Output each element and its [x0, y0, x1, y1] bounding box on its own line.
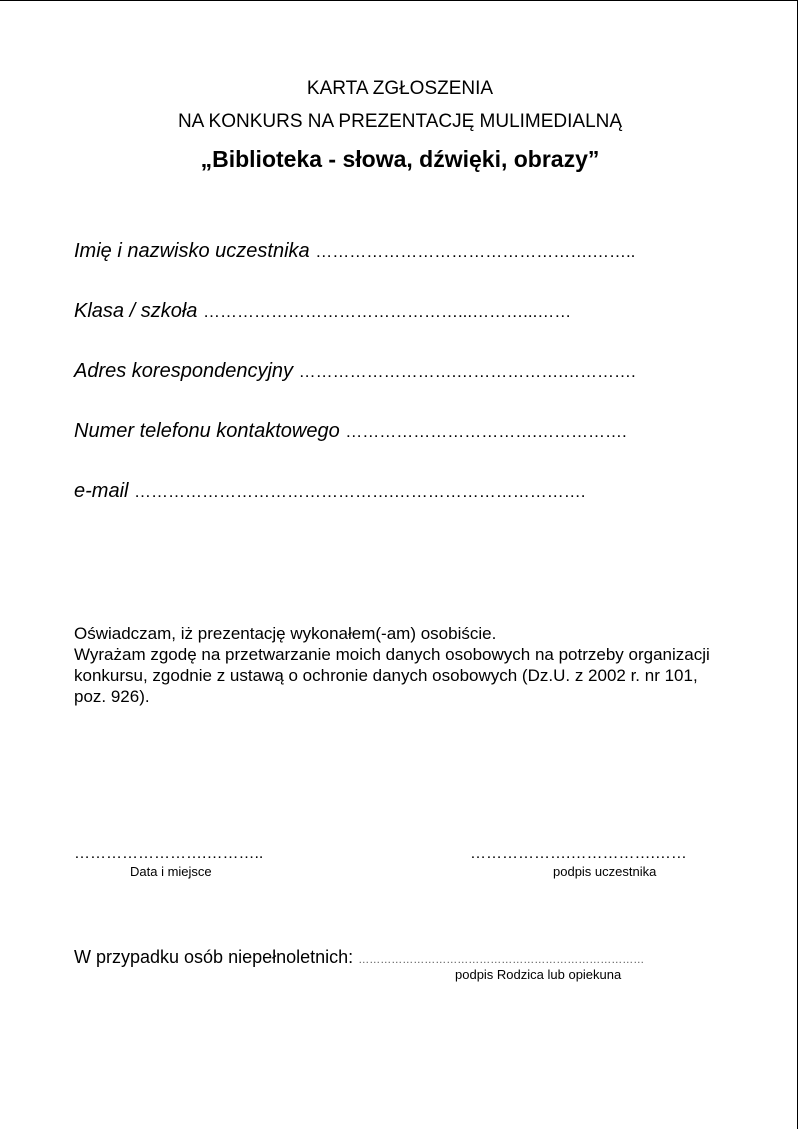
parent-signature-label: podpis Rodzica lub opiekuna — [455, 967, 622, 982]
field-email[interactable] — [74, 480, 585, 503]
form-subheading: NA KONKURS NA PREZENTACJĘ MULIMEDIALNĄ — [177, 111, 623, 132]
field-address[interactable] — [74, 360, 636, 383]
date-place-label: Data i miejsce — [130, 864, 212, 879]
field-name[interactable] — [74, 240, 635, 263]
field-email-label: e-mail — [74, 480, 129, 502]
field-name-dots: ………………………………………….…….. — [315, 242, 636, 261]
field-email-dots: ……………………………………….……………………………. — [134, 482, 586, 501]
contest-title: „Biblioteka - słowa, dźwięki, obrazy” — [200, 146, 600, 172]
parent-signature-line[interactable]: …………………………………………………………………… — [358, 954, 645, 966]
field-phone[interactable] — [74, 420, 627, 443]
field-phone-label: Numer telefonu kontaktowego — [74, 420, 340, 442]
statement-data-consent: Wyrażam zgodę na przetwarzanie moich danych osobowych na potrzeby organizacji konkursu, zgodnie z ustawą o ochronie danych osobowych (Dz.U. z 2002 r. nr 101, poz. 926). — [74, 645, 710, 706]
participant-signature-label: podpis uczestnika — [553, 864, 657, 879]
field-class-school[interactable] — [74, 300, 571, 323]
minor-label: W przypadku osób niepełnoletnich: — [74, 947, 354, 967]
minor-section — [74, 947, 644, 968]
field-class-school-dots: ………………………………………...………...…… — [202, 302, 572, 321]
date-place-line[interactable]: …………………….……….. — [74, 845, 264, 862]
field-phone-dots: …………………………….……………. — [345, 422, 627, 441]
field-address-dots: ……………………….……………….…………. — [298, 362, 636, 381]
field-name-label: Imię i nazwisko uczestnika — [74, 240, 310, 262]
field-address-label: Adres korespondencyjny — [74, 360, 294, 382]
statement-authorship: Oświadczam, iż prezentację wykonałem(-am) osobiście. — [74, 624, 497, 643]
consent-statement — [74, 623, 734, 707]
participant-signature-line[interactable]: ……………….…………….…… — [470, 845, 687, 862]
form-heading: KARTA ZGŁOSZENIA — [306, 78, 494, 99]
field-class-school-label: Klasa / szkoła — [74, 300, 198, 322]
